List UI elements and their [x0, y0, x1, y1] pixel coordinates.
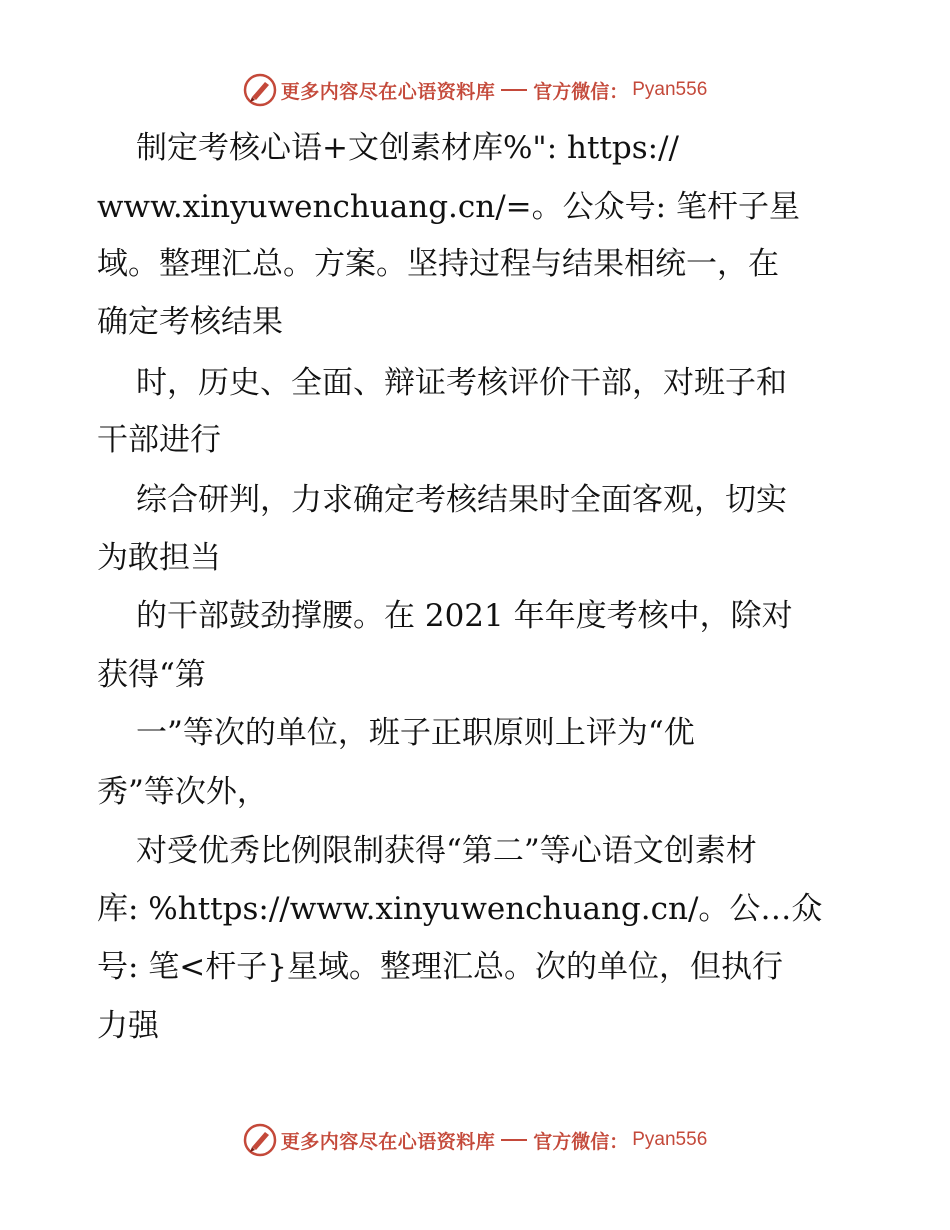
- banner-slogan: 更多内容尽在心语资料库: [280, 1130, 496, 1153]
- banner-dash: [501, 1139, 527, 1141]
- pen-logo-icon: [243, 1123, 277, 1157]
- footer-banner: [0, 1120, 950, 1160]
- text-line: 制定考核心语+文创素材库%": https://: [136, 130, 679, 166]
- text-line: www.xinyuwenchuang.cn/=。公众号: 笔杆子星: [97, 189, 800, 225]
- text-line: 干部进行: [97, 422, 221, 458]
- text-line: 秀”等次外，: [97, 774, 268, 810]
- text-line: 获得“第: [97, 657, 206, 693]
- text-line: 力强: [97, 1008, 159, 1044]
- banner-wechat-label: 官方微信：: [533, 80, 629, 103]
- banner-wechat-label: 官方微信：: [533, 1130, 629, 1153]
- text-line: 库: %https://www.xinyuwenchuang.cn/。公…众: [97, 891, 823, 927]
- text-line: 时，历史、全面、辩证考核评价干部，对班子和: [136, 365, 787, 401]
- banner-wechat-id: Pyan556: [632, 79, 708, 100]
- text-line: 的干部鼓劲撑腰。在 2021 年年度考核中，除对: [136, 598, 793, 634]
- header-banner: [0, 70, 950, 110]
- banner-dash: [501, 89, 527, 91]
- text-line: 一”等次的单位，班子正职原则上评为“优: [136, 715, 695, 751]
- text-line: 确定考核结果: [97, 304, 283, 340]
- text-line: 对受优秀比例限制获得“第二”等心语文创素材: [136, 833, 757, 869]
- banner-wechat-id: Pyan556: [632, 1129, 708, 1150]
- text-line: 为敢担当: [97, 540, 221, 576]
- text-line: 综合研判，力求确定考核结果时全面客观，切实: [136, 482, 787, 518]
- banner-slogan: 更多内容尽在心语资料库: [280, 80, 496, 103]
- text-line: 号: 笔<杆子}星域。整理汇总。次的单位，但执行: [97, 949, 783, 985]
- pen-logo-icon: [243, 73, 277, 107]
- text-line: 域。整理汇总。方案。坚持过程与结果相统一，在: [97, 246, 779, 282]
